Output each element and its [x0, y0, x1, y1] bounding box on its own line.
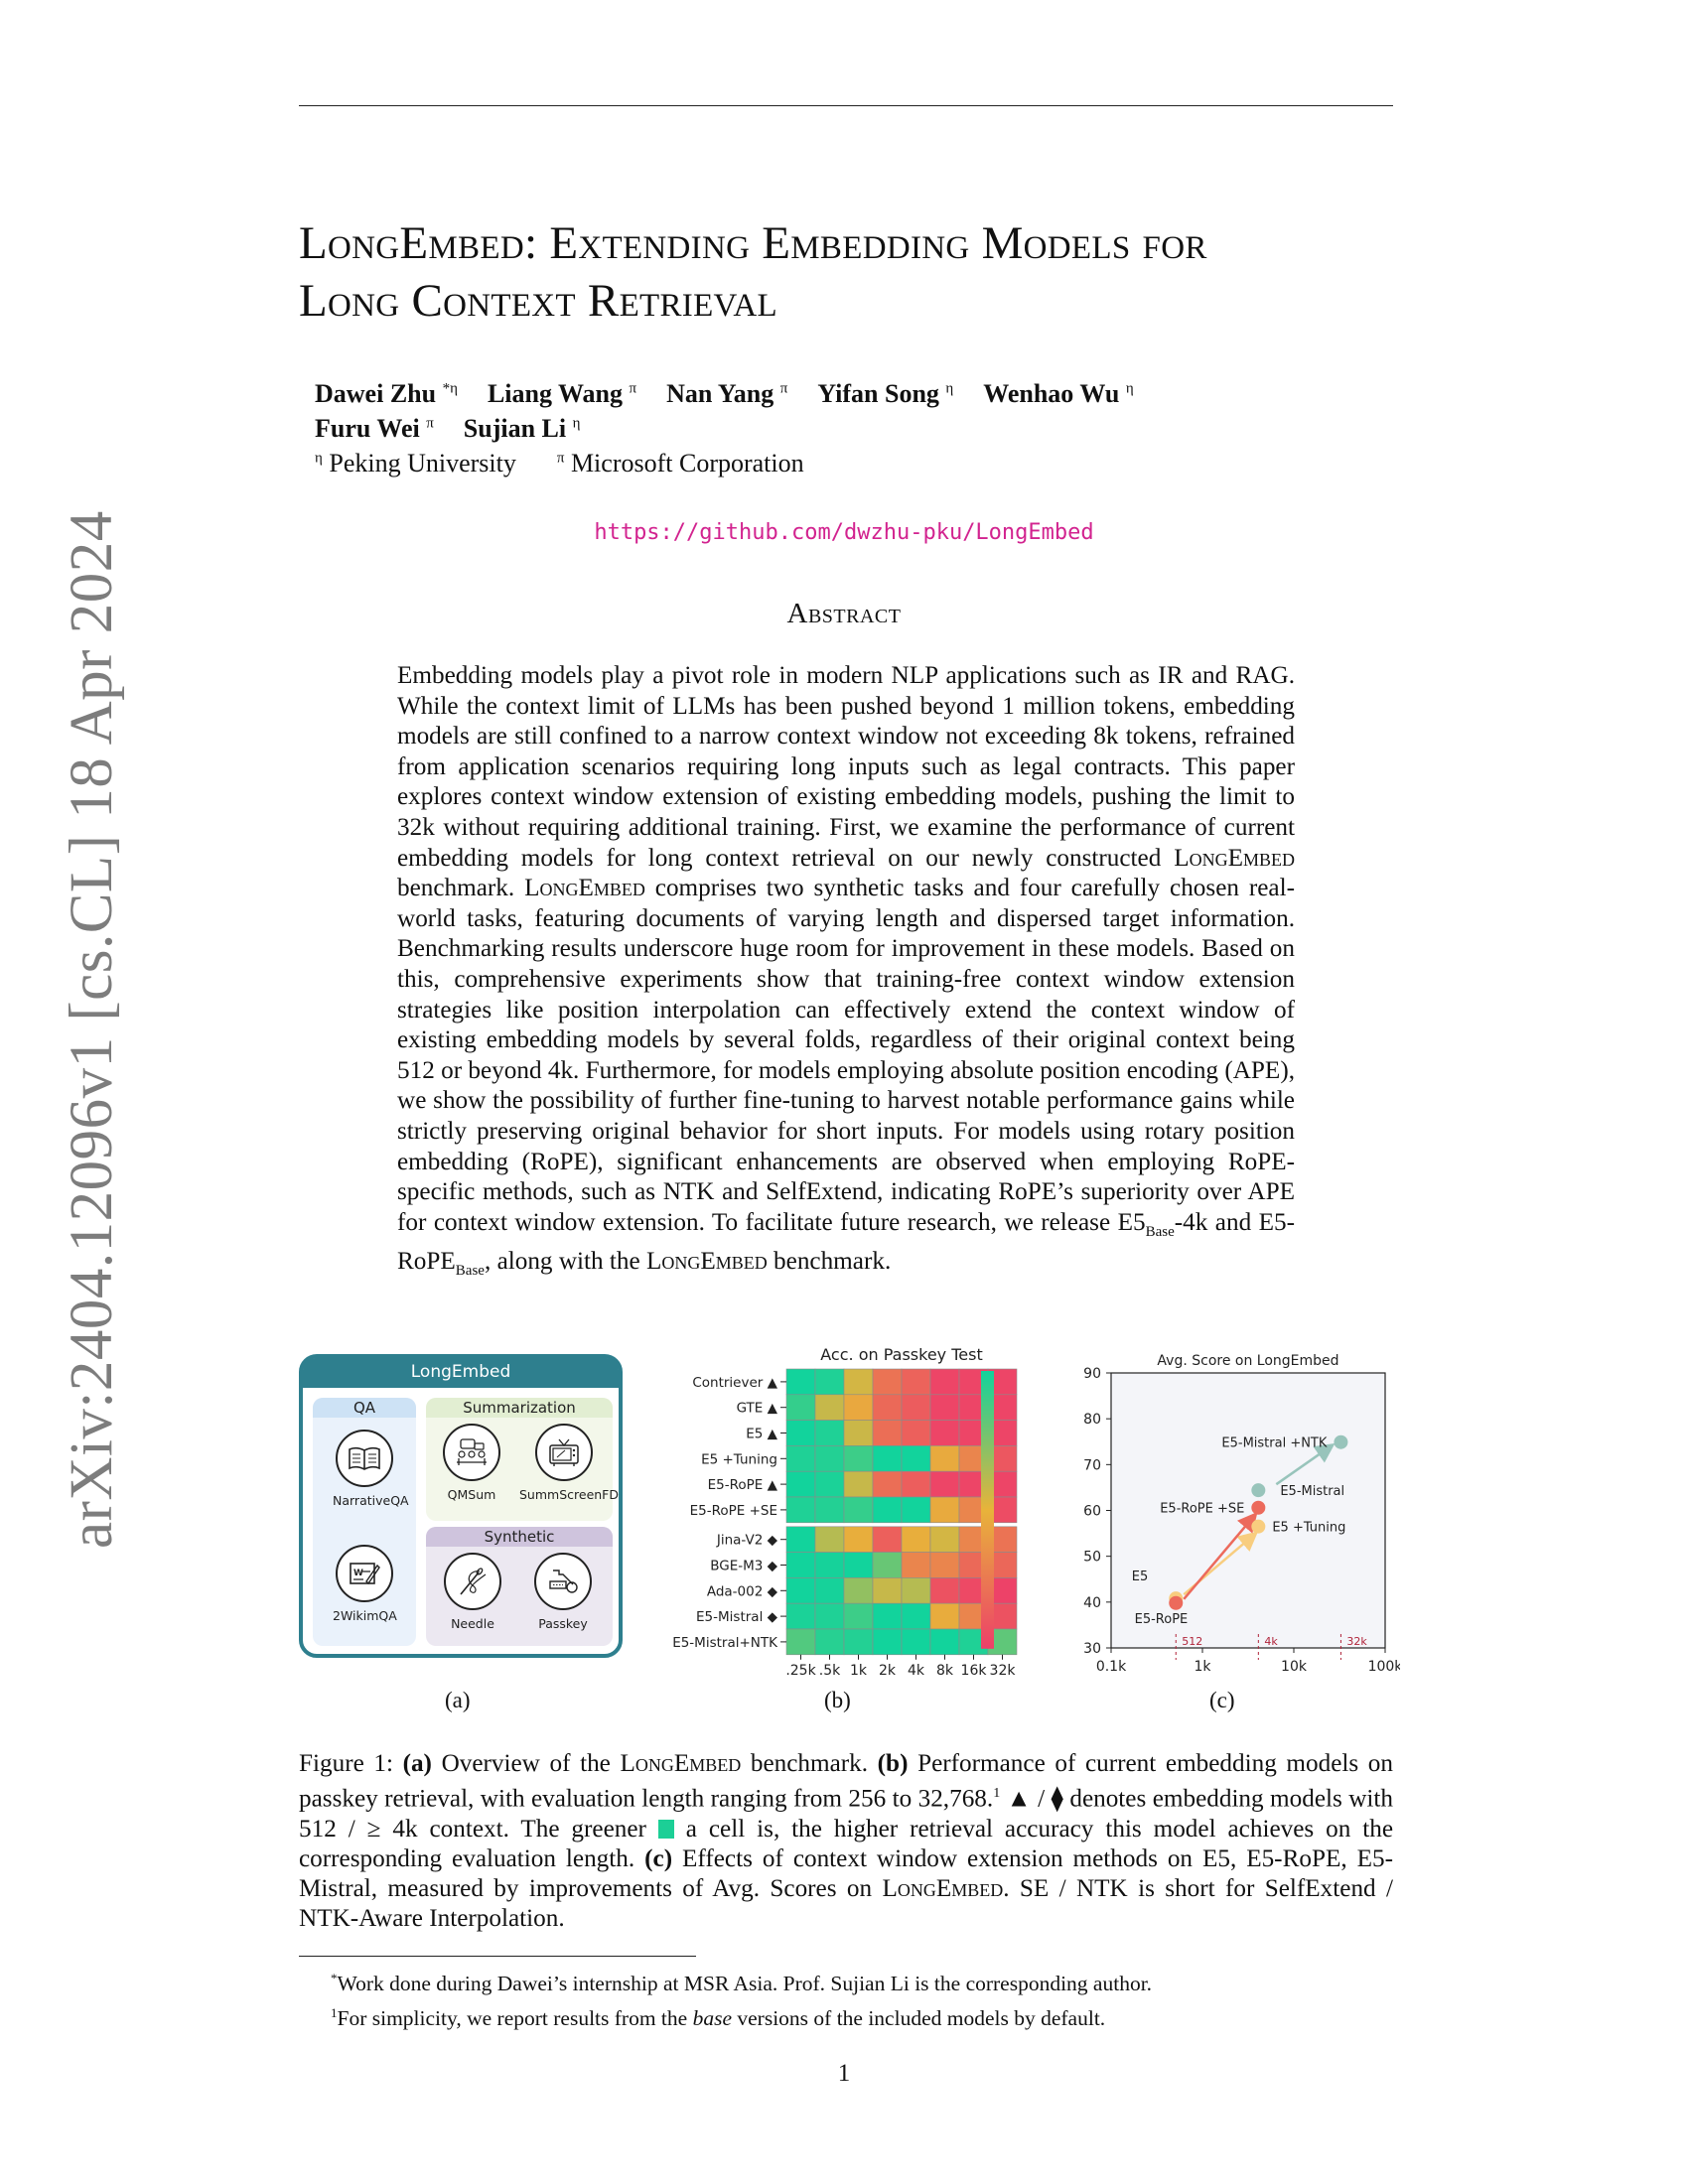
- y-tick-label: 50: [1083, 1549, 1101, 1566]
- heatmap-cell: [902, 1497, 930, 1523]
- task-narrativeqa: NarrativeQA: [333, 1430, 396, 1508]
- heatmap-cell: [844, 1421, 873, 1446]
- heatmap-cell: [786, 1553, 815, 1578]
- abstract-text: benchmark.: [397, 875, 525, 902]
- author-name: Sujian Li $^\eta$: [463, 414, 581, 444]
- point-label: E5-Mistral: [1280, 1484, 1345, 1500]
- subfigure-label-a: (a): [445, 1688, 471, 1712]
- context-length-label: 512: [1182, 1635, 1203, 1648]
- subscript: Base: [455, 1263, 485, 1280]
- heatmap-cell: [902, 1369, 930, 1395]
- open-book-icon: [336, 1430, 393, 1487]
- heatmap-cell: [815, 1603, 844, 1629]
- affiliations: [315, 449, 804, 478]
- author-name: Dawei Zhu $^{*\eta}$: [315, 378, 458, 408]
- heatmap-cell: [902, 1445, 930, 1471]
- affiliation-microsoft: Microsoft Corporation: [570, 449, 804, 478]
- y-tick-label: 90: [1083, 1366, 1101, 1382]
- footnote-mark: 1: [331, 2005, 338, 2021]
- scatter-title: Avg. Score on LongEmbed: [1157, 1353, 1339, 1369]
- footnotes: [331, 1964, 1152, 2033]
- green-cell-swatch: [658, 1820, 674, 1839]
- title-line-1: LongEmbed: Extending Embedding Models for: [299, 217, 1207, 269]
- author-list: [315, 373, 1164, 444]
- heatmap-cell: [873, 1395, 902, 1421]
- heatmap-cell: [786, 1369, 815, 1395]
- heatmap-col-label: .5k: [818, 1662, 841, 1679]
- heatmap-cell: [844, 1395, 873, 1421]
- caption-tag: (c): [644, 1845, 673, 1872]
- plot-area: [1111, 1373, 1385, 1648]
- figure-b-passkey-heatmap: [635, 1330, 1033, 1679]
- heatmap-title: Acc. on Passkey Test: [820, 1345, 983, 1364]
- heatmap-cell: [786, 1471, 815, 1497]
- point-label: E5-RoPE +SE: [1160, 1501, 1245, 1517]
- point-label: E5: [1131, 1570, 1149, 1585]
- heatmap-cell: [902, 1553, 930, 1578]
- abstract-text: , along with the: [484, 1248, 646, 1276]
- heatmap-cell: [844, 1577, 873, 1603]
- heatmap-cell: [815, 1395, 844, 1421]
- scatter-chart: [1053, 1330, 1400, 1688]
- heatmap-cell: [902, 1421, 930, 1446]
- heatmap-col-label: 2k: [878, 1662, 897, 1679]
- heatmap-cell: [930, 1553, 959, 1578]
- heatmap-row-label: E5 ▲: [746, 1426, 777, 1442]
- x-tick-label: 0.1k: [1095, 1659, 1127, 1675]
- author-affiliation-mark: η: [945, 380, 954, 396]
- heatmap-cell: [873, 1527, 902, 1553]
- title-line-2: Long Context Retrieval: [299, 275, 778, 327]
- caption-text: ▲ / ⧫ denotes embedding models with 512 / ≥ 4k context. The greener: [299, 1785, 1393, 1843]
- heatmap-cell: [786, 1603, 815, 1629]
- author-name: Liang Wang $^\pi$: [487, 378, 637, 408]
- x-tick-label: 1k: [1194, 1659, 1211, 1675]
- heatmap-cell: [815, 1421, 844, 1446]
- heatmap-cell: [930, 1369, 959, 1395]
- footnote-ref[interactable]: 1: [993, 1786, 1001, 1802]
- heatmap-cell: [930, 1603, 959, 1629]
- document-edit-icon: [336, 1545, 393, 1602]
- needle-thread-icon: [444, 1553, 501, 1610]
- benchmark-name: LongEmbed: [882, 1875, 1004, 1903]
- heatmap-col-label: 8k: [935, 1662, 954, 1679]
- heatmap-row-label: Contriever ▲: [692, 1374, 777, 1391]
- data-point: [1251, 1520, 1265, 1534]
- subfigure-label-b: (b): [824, 1688, 851, 1712]
- heatmap-cell: [844, 1471, 873, 1497]
- caption-text: Effects of context window extension methods on E5, E5-RoPE, E5-Mistral, measured by improvements of Avg. Scores on: [299, 1845, 1393, 1903]
- heatmap-cell: [786, 1445, 815, 1471]
- author-name: Wenhao Wu $^\eta$: [983, 378, 1134, 408]
- heatmap-row-label: E5-Mistral+NTK: [672, 1634, 777, 1651]
- heatmap-chart: [635, 1330, 1033, 1688]
- heatmap-cell: [873, 1369, 902, 1395]
- heatmap-cell: [902, 1471, 930, 1497]
- author-affiliation-mark: η: [572, 415, 581, 432]
- caption-text: . SE / NTK is short for SelfExtend / NTK-Aware Interpolation.: [299, 1875, 1393, 1933]
- heatmap-cell: [786, 1497, 815, 1523]
- heatmap-cell: [930, 1421, 959, 1446]
- heatmap-cell: [930, 1577, 959, 1603]
- heatmap-cell: [930, 1471, 959, 1497]
- author-name: Furu Wei $^\pi$: [315, 414, 434, 444]
- group-qa: [313, 1398, 416, 1646]
- heatmap-cell: [902, 1603, 930, 1629]
- abstract-body: [397, 661, 1295, 1287]
- author-affiliation-mark: *η: [442, 380, 458, 396]
- caption-text: a cell is, the higher retrieval accuracy this model achieves on the corresponding evaluation length.: [299, 1815, 1393, 1872]
- heatmap-row-label: E5-RoPE +SE: [689, 1502, 777, 1519]
- y-tick-label: 70: [1083, 1457, 1101, 1474]
- heatmap-cell: [902, 1577, 930, 1603]
- heatmap-cell: [815, 1577, 844, 1603]
- heatmap-col-label: 16k: [960, 1662, 987, 1679]
- group-synthetic: [426, 1527, 613, 1646]
- benchmark-name: LongEmbed: [1174, 844, 1295, 872]
- heatmap-cell: [930, 1445, 959, 1471]
- author-affiliation-mark: η: [1125, 380, 1134, 396]
- heatmap-cell: [815, 1527, 844, 1553]
- data-point: [1251, 1501, 1265, 1515]
- tv-icon: [535, 1424, 593, 1481]
- heatmap-cell: [873, 1603, 902, 1629]
- caption-tag: (b): [877, 1750, 909, 1777]
- key-card-icon: [534, 1553, 592, 1610]
- heatmap-cell: [815, 1629, 844, 1655]
- heatmap-row-label: E5-Mistral ◆: [696, 1609, 777, 1626]
- abstract-heading: Abstract: [786, 598, 902, 629]
- heatmap-col-label: 4k: [907, 1662, 925, 1679]
- footnote-italic: base: [692, 2006, 732, 2031]
- heatmap-cell: [873, 1445, 902, 1471]
- figure-caption: [299, 1749, 1393, 1935]
- heatmap-cell: [873, 1421, 902, 1446]
- heatmap-cell: [844, 1497, 873, 1523]
- author-row-2: [315, 409, 1164, 445]
- affiliation-mark: η: [315, 450, 323, 467]
- heatmap-col-label: 1k: [849, 1662, 868, 1679]
- colorbar: [981, 1371, 994, 1649]
- heatmap-cell: [786, 1395, 815, 1421]
- abstract-text: -4k and E5-RoPE: [397, 1208, 1296, 1276]
- header-rule: [299, 105, 1393, 106]
- task-needle: Needle: [438, 1553, 507, 1631]
- point-label: E5 +Tuning: [1272, 1520, 1346, 1536]
- author-affiliation-mark: π: [779, 380, 788, 396]
- subfigure-label-c: (c): [1209, 1688, 1235, 1712]
- heatmap-cell: [930, 1395, 959, 1421]
- abstract-text: Embedding models play a pivot role in modern NLP applications such as IR and RAG. While the context limit of LLMs has been pushed beyond 1 million tokens, embedding models are still confined to a narrow context window not exceeding 8k tokens, refrained from application scenarios requiring long inputs such as legal contracts. This paper explores context window extension of existing embedding models, pushing the limit to 32k without requiring additional training. First, we examine the performance of current embedding models for long context retrieval on our newly constructed: [397, 662, 1295, 872]
- heatmap-row-label: Jina-V2 ◆: [716, 1532, 777, 1549]
- heatmap-cell: [930, 1527, 959, 1553]
- arxiv-identifier-stamp: arXiv:2404.12096v1 [cs.CL] 18 Apr 2024: [59, 510, 125, 1549]
- heatmap-cell: [786, 1629, 815, 1655]
- heatmap-cell: [902, 1395, 930, 1421]
- abstract-text: benchmark.: [767, 1248, 892, 1276]
- heatmap-row-label: E5-RoPE ▲: [707, 1477, 777, 1494]
- group-title: Summarization: [426, 1398, 613, 1418]
- footnote-mark: *: [331, 1971, 338, 1985]
- data-point: [1169, 1596, 1183, 1610]
- context-length-label: 32k: [1346, 1635, 1367, 1648]
- group-summarization: [426, 1398, 619, 1521]
- benchmark-header: LongEmbed: [303, 1358, 619, 1388]
- author-affiliation-mark: π: [426, 415, 434, 432]
- author-row-1: [315, 373, 1164, 409]
- author-affiliation-mark: π: [629, 380, 637, 396]
- figure-a-benchmark-overview: [299, 1354, 623, 1658]
- github-link[interactable]: https://github.com/dwzhu-pku/LongEmbed: [594, 520, 1094, 545]
- heatmap-row-label: E5 +Tuning: [701, 1451, 777, 1468]
- data-point: [1251, 1483, 1265, 1497]
- point-label: E5-Mistral +NTK: [1221, 1435, 1328, 1451]
- y-tick-label: 60: [1083, 1503, 1101, 1520]
- affiliation-mark: π: [556, 450, 565, 467]
- heatmap-cell: [815, 1369, 844, 1395]
- heatmap-cell: [844, 1553, 873, 1578]
- x-tick-label: 10k: [1281, 1659, 1307, 1675]
- heatmap-cell: [815, 1553, 844, 1578]
- heatmap-cell: [902, 1527, 930, 1553]
- benchmark-name: LongEmbed: [524, 875, 645, 902]
- author-name: Yifan Song $^\eta$: [817, 378, 954, 408]
- footnote-rule: [299, 1956, 696, 1957]
- task-qmsum: QMSum: [432, 1424, 511, 1502]
- heatmap-cell: [930, 1497, 959, 1523]
- meeting-chat-icon: [443, 1424, 500, 1481]
- heatmap-cell: [873, 1497, 902, 1523]
- benchmark-name: LongEmbed: [620, 1750, 742, 1777]
- caption-text: Figure 1:: [299, 1750, 403, 1777]
- heatmap-cell: [844, 1445, 873, 1471]
- task-2wikimqa: W 2WikimQA: [333, 1545, 396, 1623]
- heatmap-cell: [873, 1577, 902, 1603]
- heatmap-cell: [873, 1471, 902, 1497]
- heatmap-cell: [844, 1527, 873, 1553]
- heatmap-cell: [873, 1629, 902, 1655]
- heatmap-cell: [844, 1369, 873, 1395]
- task-passkey: Passkey: [525, 1553, 601, 1631]
- heatmap-cell: [815, 1445, 844, 1471]
- footnote-text: For simplicity, we report results from the: [337, 2006, 693, 2031]
- heatmap-cell: [815, 1497, 844, 1523]
- footnote-text: versions of the included models by default.: [732, 2006, 1106, 2031]
- footnote-1: [331, 1964, 1152, 1998]
- page-number: 1: [837, 2060, 851, 2087]
- paper-title: [299, 214, 1401, 330]
- footnote-2: [331, 1998, 1152, 2033]
- heatmap-cell: [844, 1603, 873, 1629]
- heatmap-cell: [844, 1629, 873, 1655]
- heatmap-cell: [902, 1629, 930, 1655]
- caption-text: Overview of the: [431, 1750, 621, 1777]
- caption-text: benchmark.: [741, 1750, 878, 1777]
- context-length-label: 4k: [1264, 1635, 1278, 1648]
- heatmap-cell: [873, 1553, 902, 1578]
- heatmap-col-label: .25k: [785, 1662, 816, 1679]
- caption-text: Performance of current embedding models on passkey retrieval, with evaluation length ranging from 256 to 32,768.: [299, 1750, 1393, 1813]
- svg-text:W: W: [353, 1569, 363, 1578]
- footnote-text: Work done during Dawei’s internship at MSR Asia. Prof. Sujian Li is the corresponding author.: [337, 1972, 1153, 1996]
- data-point: [1334, 1435, 1347, 1449]
- author-name: Nan Yang $^\pi$: [666, 378, 788, 408]
- heatmap-row-label: Ada-002 ◆: [706, 1583, 777, 1600]
- task-summscreenfd: SummScreenFD: [519, 1424, 609, 1502]
- heatmap-cell: [815, 1471, 844, 1497]
- heatmap-cell: [786, 1421, 815, 1446]
- x-tick-label: 100k: [1367, 1659, 1400, 1675]
- heatmap-row-label: GTE ▲: [736, 1400, 777, 1417]
- y-tick-label: 30: [1083, 1641, 1101, 1657]
- y-tick-label: 80: [1083, 1412, 1101, 1429]
- caption-tag: (a): [402, 1750, 432, 1777]
- benchmark-name: LongEmbed: [645, 1248, 768, 1276]
- subscript: Base: [1145, 1223, 1175, 1240]
- group-title: QA: [313, 1398, 416, 1418]
- heatmap-row-label: BGE-M3 ◆: [710, 1558, 777, 1574]
- group-title: Synthetic: [426, 1527, 613, 1547]
- heatmap-col-label: 32k: [989, 1662, 1016, 1679]
- y-tick-label: 40: [1083, 1594, 1101, 1611]
- figure-c-avg-score-chart: [1053, 1330, 1400, 1675]
- abstract-text: comprises two synthetic tasks and four carefully chosen real-world tasks, featuring documents of varying length and dispersed target information. Benchmarking results underscore huge room for improvement in these models. Based on this, comprehensive experiments show that training-free context window extension strategies like position interpolation can effectively extend the context window of existing embedding models by several folds, regardless of their original context being 512 or beyond 4k. Furthermore, for models employing absolute position encoding (APE), we show the possibility of further fine-tuning to harvest notable performance gains while strictly preserving original behavior for short inputs. For models using rotary position embedding (RoPE), significant enhancements are observed when employing RoPE-specific methods, such as NTK and SelfExtend, indicating RoPE’s superiority over APE for context window extension. To facilitate future research, we release E5: [397, 875, 1295, 1236]
- heatmap-cell: [786, 1577, 815, 1603]
- heatmap-cell: [786, 1527, 815, 1553]
- heatmap-cell: [930, 1629, 959, 1655]
- affiliation-peking: Peking University: [329, 449, 516, 478]
- point-label: E5-RoPE: [1134, 1611, 1189, 1627]
